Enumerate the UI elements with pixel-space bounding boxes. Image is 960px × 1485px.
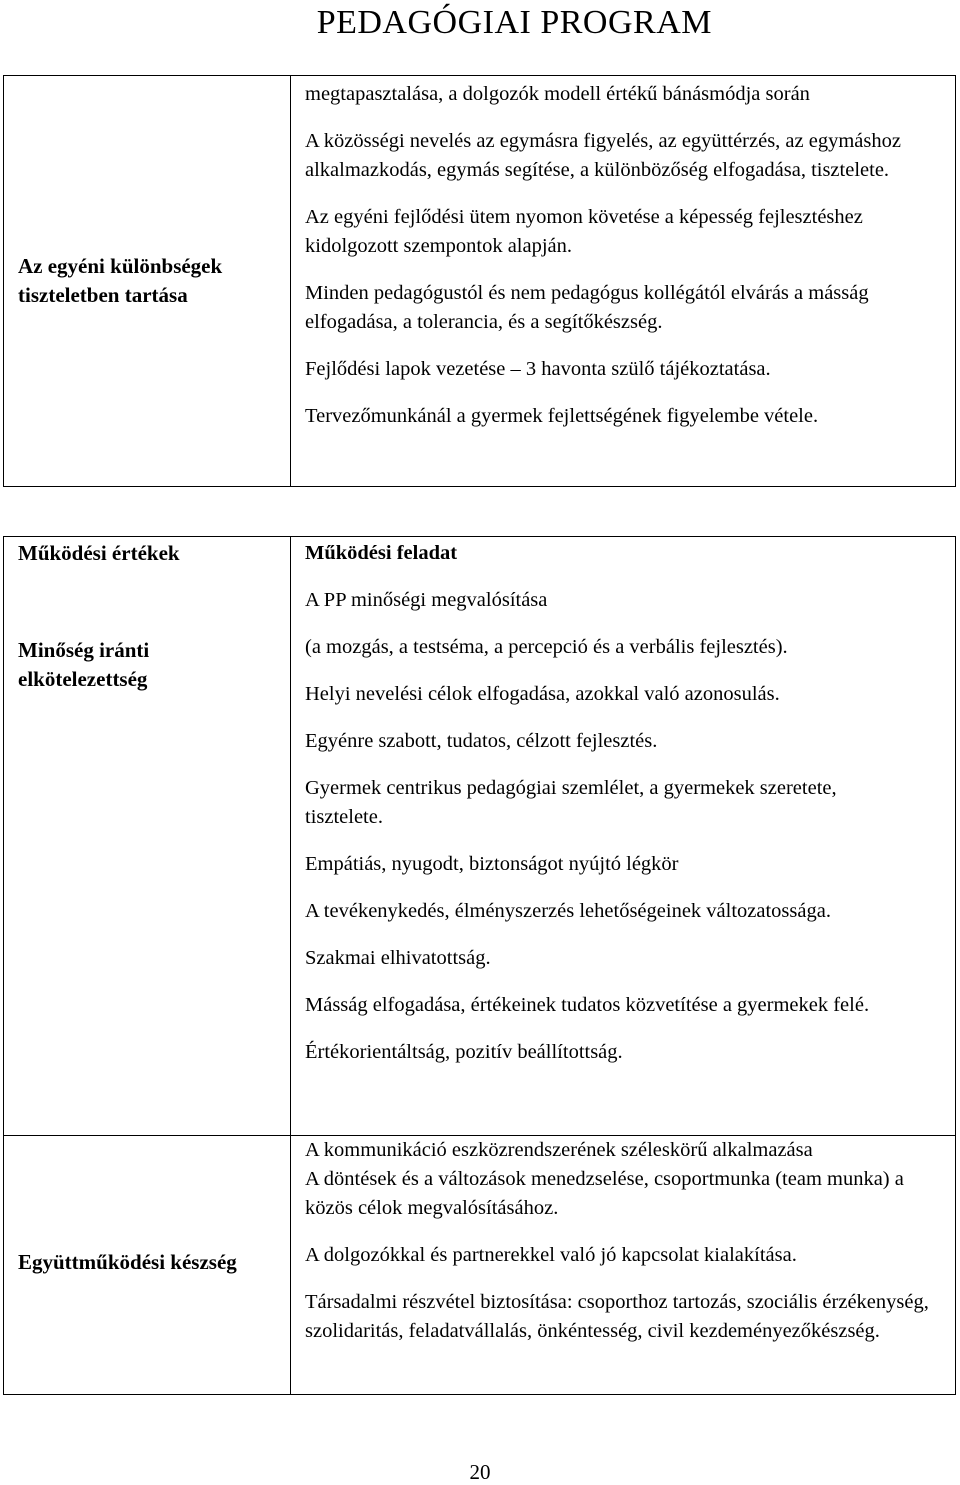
values-table-individual-differences <box>3 75 956 487</box>
column-header-tasks: Működési feladat <box>305 542 458 564</box>
task-item: Helyi nevelési célok elfogadása, azokkal való azonosulás. <box>305 683 780 705</box>
task-item: Értékorientáltság, pozitív beállítottság. <box>305 1041 623 1063</box>
value-label-cell <box>4 76 291 487</box>
task-item: A PP minőségi megvalósítása <box>305 589 548 611</box>
task-item: A tevékenykedés, élményszerzés lehetőségeinek változatossága. <box>305 900 831 922</box>
task-item: Fejlődési lapok vezetése – 3 havonta szülő tájékoztatása. <box>305 358 771 380</box>
value-label-line: Minőség iránti <box>18 638 150 662</box>
task-item: Az egyéni fejlődési ütem nyomon követése a képesség fejlesztéshez kidolgozott szempontok alapján. <box>305 206 863 257</box>
value-label-line: elkötelezettség <box>18 667 148 691</box>
operational-values-table <box>3 536 956 1395</box>
task-item: Gyermek centrikus pedagógiai szemlélet, a gyermekek szeretete, tisztelete. <box>305 777 837 828</box>
column-header-values: Működési értékek <box>18 541 180 565</box>
table-row <box>4 76 956 487</box>
value-label-cell <box>4 1136 291 1395</box>
task-item: A döntések és a változások menedzselése, csoportmunka (team munka) a közös célok megvalósításához. <box>305 1168 904 1219</box>
task-item: Másság elfogadása, értékeinek tudatos közvetítése a gyermekek felé. <box>305 994 870 1016</box>
page-number: 20 <box>469 1460 491 1484</box>
task-item: Tervezőmunkánál a gyermek fejlettségének figyelembe vétele. <box>305 405 819 427</box>
task-item: Társadalmi részvétel biztosítása: csoporthoz tartozás, szociális érzékenység, szolidaritás, feladatvállalás, önkéntesség, civil kezdeményezőkészség. <box>305 1291 929 1342</box>
task-cell <box>291 76 956 487</box>
value-label-line: tiszteletben tartása <box>18 283 188 307</box>
task-item: A kommunikáció eszközrendszerének széleskörű alkalmazása <box>305 1139 813 1161</box>
table-row <box>4 1136 956 1395</box>
table-row <box>4 537 956 1136</box>
task-cell <box>291 537 956 1136</box>
task-item: A közösségi nevelés az egymásra figyelés, az együttérzés, az egymáshoz alkalmazkodás, egymás segítése, a különbözőség elfogadása, tisztelete. <box>305 130 901 181</box>
task-item: Szakmai elhivatottság. <box>305 947 491 969</box>
task-item: megtapasztalása, a dolgozók modell értékű bánásmódja során <box>305 83 810 105</box>
value-label <box>4 252 290 310</box>
value-label-line: Az egyéni különbségek <box>18 254 223 278</box>
task-item: A dolgozókkal és partnerekkel való jó kapcsolat kialakítása. <box>305 1244 797 1266</box>
task-item: Minden pedagógustól és nem pedagógus kollégától elvárás a másság elfogadása, a tolerancia, és a segítőkészség. <box>305 282 869 333</box>
task-item: Egyénre szabott, tudatos, célzott fejlesztés. <box>305 730 658 752</box>
value-label-cell <box>4 537 291 1136</box>
value-label-line: Együttműködési készség <box>18 1249 237 1274</box>
task-item: Empátiás, nyugodt, biztonságot nyújtó légkör <box>305 853 679 875</box>
task-cell <box>291 1136 956 1395</box>
task-item: (a mozgás, a testséma, a percepció és a verbális fejlesztés). <box>305 636 788 658</box>
page-header-title: PEDAGÓGIAI PROGRAM <box>316 4 712 41</box>
